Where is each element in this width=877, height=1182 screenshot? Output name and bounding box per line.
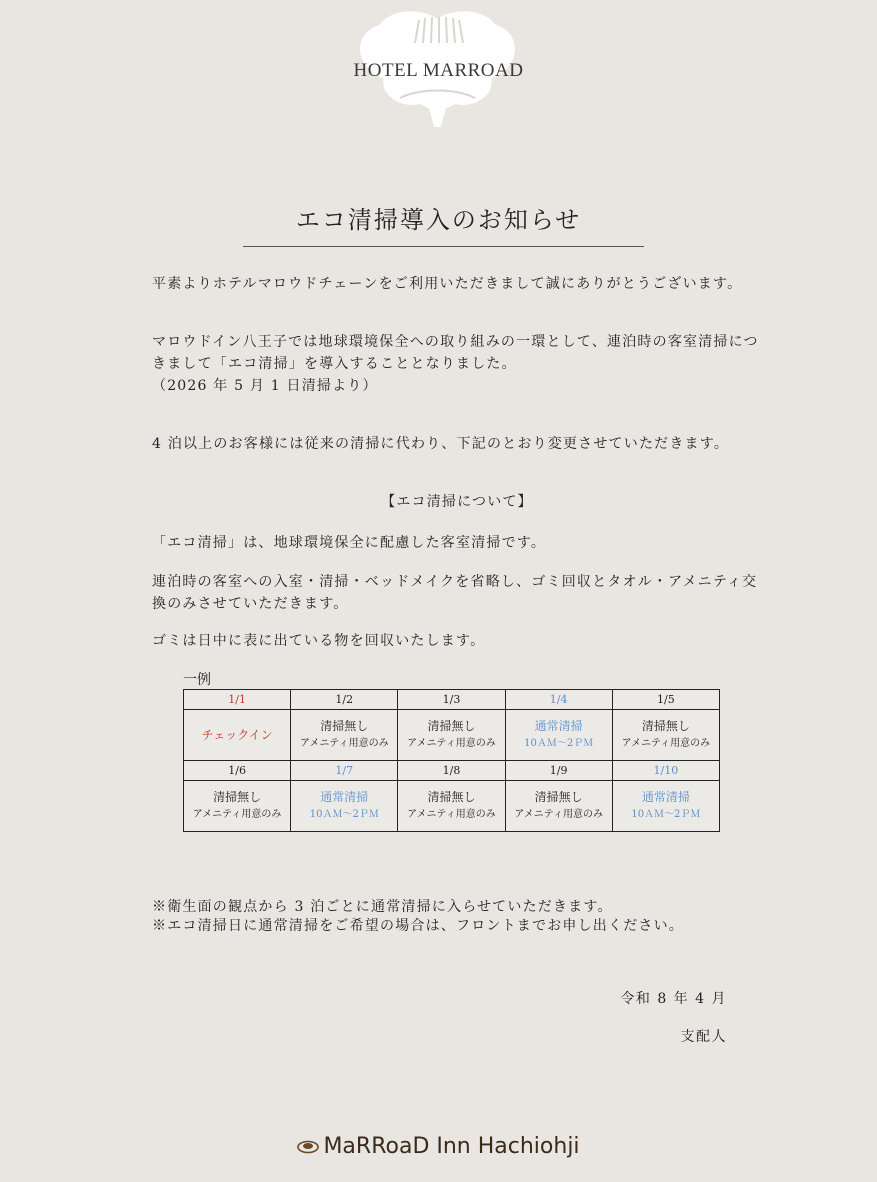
date-cell: 1/2 <box>291 690 398 710</box>
date-cell: 1/1 <box>184 690 291 710</box>
schedule-cell: 清掃無し アメニティ用意のみ <box>505 781 612 832</box>
schedule-cell: 清掃無し アメニティ用意のみ <box>291 710 398 761</box>
brand-flower-icon <box>297 1140 319 1154</box>
greeting-paragraph: 平素よりホテルマロウドチェーンをご利用いただきまして誠にありがとうございます。 <box>152 276 743 292</box>
intro-paragraph: マロウドイン八王子では地球環境保全への取り組みの一環として、連泊時の客室清掃につきまして「エコ清掃」を導入することとなりました。 <box>152 334 759 372</box>
start-date-paragraph: （2026 年 5 月 1 日清掃より） <box>152 378 378 394</box>
signature-date: 令和 8 年 4 月 <box>620 991 727 1007</box>
hotel-logo <box>0 0 877 130</box>
date-cell: 1/9 <box>505 761 612 781</box>
schedule-cell: チェックイン <box>184 710 291 761</box>
date-cell: 1/8 <box>398 761 505 781</box>
schedule-cell: 清掃無し アメニティ用意のみ <box>398 781 505 832</box>
eco-definition-paragraph: 「エコ清掃」は、地球環境保全に配慮した客室清掃です。 <box>152 535 547 551</box>
schedule-cell: 清掃無し アメニティ用意のみ <box>612 710 719 761</box>
date-row <box>184 761 720 781</box>
schedule-row <box>184 781 720 832</box>
date-cell: 1/3 <box>398 690 505 710</box>
date-cell: 1/10 <box>612 761 719 781</box>
change-paragraph: 4 泊以上のお客様には従来の清掃に代わり、下記のとおり変更させていただきます。 <box>152 436 730 452</box>
eco-detail-paragraph: 連泊時の客室への入室・清掃・ベッドメイクを省略し、ゴミ回収とタオル・アメニティ交換のみさせていただきます。 <box>152 574 758 612</box>
schedule-cell: 通常清掃 10ＡＭ～2ＰＭ <box>505 710 612 761</box>
page-title: エコ清掃導入のお知らせ <box>295 206 582 234</box>
date-cell: 1/6 <box>184 761 291 781</box>
garbage-paragraph: ゴミは日中に表に出ている物を回収いたします。 <box>152 633 486 649</box>
date-row <box>184 690 720 710</box>
schedule-cell: 清掃無し アメニティ用意のみ <box>398 710 505 761</box>
schedule-row <box>184 710 720 761</box>
date-cell: 1/5 <box>612 690 719 710</box>
footer-brand-text: MaRRoaD Inn Hachiohji <box>323 1134 580 1159</box>
date-cell: 1/7 <box>291 761 398 781</box>
schedule-cell: 通常清掃 10ＡＭ～2ＰＭ <box>291 781 398 832</box>
footer-brand <box>0 1134 877 1159</box>
example-label: 一例 <box>183 672 211 688</box>
title-divider <box>243 246 644 247</box>
cleaning-schedule-table <box>183 689 720 832</box>
hygiene-note: ※衛生面の観点から 3 泊ごとに通常清掃に入らせていただきます。 <box>152 899 613 915</box>
logo-text: HOTEL MARROAD <box>353 60 524 81</box>
signature-role: 支配人 <box>680 1029 727 1045</box>
date-cell: 1/4 <box>505 690 612 710</box>
schedule-cell: 通常清掃 10ＡＭ～2ＰＭ <box>612 781 719 832</box>
request-note: ※エコ清掃日に通常清掃をご希望の場合は、フロントまでお申し出ください。 <box>152 918 684 934</box>
schedule-cell: 清掃無し アメニティ用意のみ <box>184 781 291 832</box>
section-heading: 【エコ清掃について】 <box>381 494 533 510</box>
